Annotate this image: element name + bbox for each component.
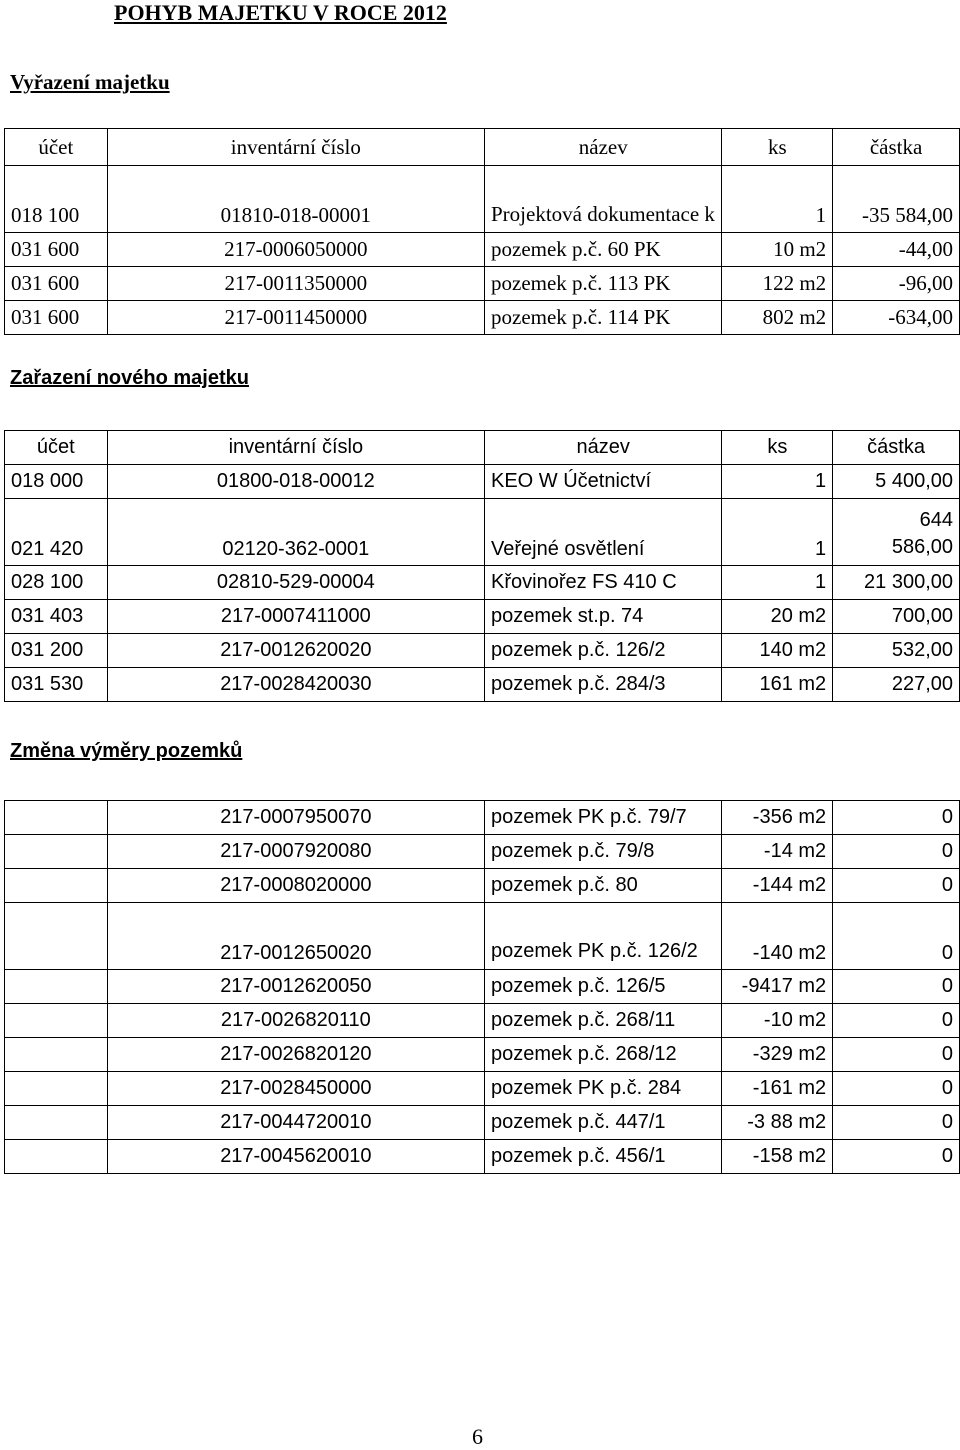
cell-inventarni-cislo: 217-0012650020 [107, 903, 484, 970]
table-row [5, 600, 960, 634]
table-row [5, 1038, 960, 1072]
cell-castka: 0 [833, 1038, 960, 1072]
header-castka: částka [833, 431, 960, 465]
table-row [5, 801, 960, 835]
cell-nazev: pozemek p.č. 126/5 [485, 970, 722, 1004]
cell-ucet [5, 835, 108, 869]
table-row [5, 465, 960, 499]
cell-castka: -35 584,00 [833, 166, 960, 233]
section-title-vyrazeni: Vyřazení majetku [10, 70, 170, 94]
cell-ucet: 031 530 [5, 668, 108, 702]
table-row [5, 233, 960, 267]
cell-ks: 802 m2 [722, 301, 833, 335]
cell-castka: 0 [833, 869, 960, 903]
zmena-table [4, 800, 960, 1174]
cell-inventarni-cislo: 02120-362-0001 [107, 499, 484, 566]
header-inventarni-cislo: inventární číslo [107, 431, 484, 465]
cell-castka: 0 [833, 835, 960, 869]
cell-ks: 122 m2 [722, 267, 833, 301]
cell-ucet [5, 869, 108, 903]
cell-ucet: 018 000 [5, 465, 108, 499]
cell-inventarni-cislo: 217-0012620050 [107, 970, 484, 1004]
table-row [5, 267, 960, 301]
cell-castka: 21 300,00 [833, 566, 960, 600]
cell-ucet: 031 600 [5, 267, 108, 301]
cell-inventarni-cislo: 217-0012620020 [107, 634, 484, 668]
cell-nazev: Křovinořez FS 410 C [485, 566, 722, 600]
table-header-row [5, 129, 960, 166]
table-row [5, 166, 960, 233]
cell-castka: -634,00 [833, 301, 960, 335]
cell-nazev: pozemek p.č. 447/1 [485, 1106, 722, 1140]
cell-ks: 10 m2 [722, 233, 833, 267]
cell-ucet: 031 200 [5, 634, 108, 668]
header-inventarni-cislo: inventární číslo [107, 129, 484, 166]
cell-castka: 0 [833, 1140, 960, 1174]
cell-ks: 20 m2 [722, 600, 833, 634]
table-row [5, 835, 960, 869]
cell-nazev: pozemek p.č. 268/11 [485, 1004, 722, 1038]
header-castka: částka [833, 129, 960, 166]
cell-ks: 1 [722, 465, 833, 499]
cell-nazev: pozemek p.č. 126/2 [485, 634, 722, 668]
cell-castka: -96,00 [833, 267, 960, 301]
cell-inventarni-cislo: 217-0026820110 [107, 1004, 484, 1038]
table-row [5, 566, 960, 600]
cell-castka: 700,00 [833, 600, 960, 634]
cell-ucet: 021 420 [5, 499, 108, 566]
cell-ks: -161 m2 [722, 1072, 833, 1106]
table-header-row [5, 431, 960, 465]
cell-ks: -140 m2 [722, 903, 833, 970]
cell-ks: -14 m2 [722, 835, 833, 869]
cell-castka: -44,00 [833, 233, 960, 267]
zarazeni-table [4, 430, 960, 702]
cell-ks: -158 m2 [722, 1140, 833, 1174]
cell-nazev: pozemek st.p. 74 [485, 600, 722, 634]
table-row [5, 970, 960, 1004]
cell-ks: -356 m2 [722, 801, 833, 835]
table-row [5, 1106, 960, 1140]
cell-castka: 532,00 [833, 634, 960, 668]
section-title-zarazeni: Zařazení nového majetku [10, 367, 249, 389]
cell-inventarni-cislo: 217-0008020000 [107, 869, 484, 903]
cell-castka: 0 [833, 1004, 960, 1038]
cell-ucet [5, 1004, 108, 1038]
cell-inventarni-cislo: 217-0028450000 [107, 1072, 484, 1106]
vyrazeni-table [4, 128, 960, 335]
table-row [5, 1004, 960, 1038]
cell-nazev: Projektová dokumentace k [485, 166, 722, 233]
cell-inventarni-cislo: 01810-018-00001 [107, 166, 484, 233]
cell-nazev: Veřejné osvětlení [485, 499, 722, 566]
cell-inventarni-cislo: 217-0011350000 [107, 267, 484, 301]
cell-ks: 1 [722, 166, 833, 233]
cell-ks: -3 88 m2 [722, 1106, 833, 1140]
table-row [5, 301, 960, 335]
cell-ks: -10 m2 [722, 1004, 833, 1038]
header-nazev: název [485, 431, 722, 465]
cell-castka: 644 586,00 [833, 499, 960, 566]
section-title-zmena: Změna výměry pozemků [10, 740, 243, 762]
cell-ucet [5, 801, 108, 835]
cell-castka: 227,00 [833, 668, 960, 702]
cell-nazev: pozemek p.č. 268/12 [485, 1038, 722, 1072]
cell-nazev: pozemek p.č. 456/1 [485, 1140, 722, 1174]
cell-castka: 0 [833, 1106, 960, 1140]
cell-inventarni-cislo: 217-0007920080 [107, 835, 484, 869]
cell-ks: 161 m2 [722, 668, 833, 702]
table-row [5, 499, 960, 566]
header-ks: ks [722, 431, 833, 465]
cell-nazev: pozemek p.č. 80 [485, 869, 722, 903]
cell-ks: -329 m2 [722, 1038, 833, 1072]
header-nazev: název [485, 129, 722, 166]
header-ucet: účet [5, 129, 108, 166]
cell-nazev: pozemek PK p.č. 79/7 [485, 801, 722, 835]
cell-nazev: pozemek p.č. 114 PK [485, 301, 722, 335]
cell-nazev: pozemek PK p.č. 126/2 [485, 903, 722, 970]
cell-ucet [5, 1038, 108, 1072]
page-title: POHYB MAJETKU V ROCE 2012 [114, 0, 447, 25]
cell-ucet [5, 1072, 108, 1106]
table-row [5, 869, 960, 903]
cell-ks: 1 [722, 566, 833, 600]
cell-castka: 5 400,00 [833, 465, 960, 499]
cell-ucet [5, 903, 108, 970]
cell-ucet: 031 600 [5, 233, 108, 267]
cell-inventarni-cislo: 217-0007950070 [107, 801, 484, 835]
table-row [5, 1140, 960, 1174]
cell-ucet [5, 970, 108, 1004]
cell-ks: 140 m2 [722, 634, 833, 668]
cell-nazev: pozemek PK p.č. 284 [485, 1072, 722, 1106]
cell-inventarni-cislo: 217-0028420030 [107, 668, 484, 702]
cell-ucet: 028 100 [5, 566, 108, 600]
cell-castka: 0 [833, 903, 960, 970]
header-ucet: účet [5, 431, 108, 465]
table-row [5, 1072, 960, 1106]
cell-ucet [5, 1140, 108, 1174]
cell-nazev: pozemek p.č. 79/8 [485, 835, 722, 869]
cell-nazev: pozemek p.č. 284/3 [485, 668, 722, 702]
cell-ks: -9417 m2 [722, 970, 833, 1004]
cell-castka: 0 [833, 801, 960, 835]
cell-inventarni-cislo: 02810-529-00004 [107, 566, 484, 600]
cell-ucet: 031 600 [5, 301, 108, 335]
cell-castka: 0 [833, 970, 960, 1004]
cell-inventarni-cislo: 217-0044720010 [107, 1106, 484, 1140]
cell-inventarni-cislo: 217-0007411000 [107, 600, 484, 634]
cell-ucet [5, 1106, 108, 1140]
cell-ucet: 031 403 [5, 600, 108, 634]
cell-inventarni-cislo: 01800-018-00012 [107, 465, 484, 499]
page-number: 6 [472, 1424, 483, 1449]
header-ks: ks [722, 129, 833, 166]
cell-nazev: pozemek p.č. 60 PK [485, 233, 722, 267]
cell-inventarni-cislo: 217-0011450000 [107, 301, 484, 335]
cell-nazev: pozemek p.č. 113 PK [485, 267, 722, 301]
cell-ks: 1 [722, 499, 833, 566]
cell-castka: 0 [833, 1072, 960, 1106]
cell-inventarni-cislo: 217-0006050000 [107, 233, 484, 267]
cell-ks: -144 m2 [722, 869, 833, 903]
table-row [5, 634, 960, 668]
cell-inventarni-cislo: 217-0045620010 [107, 1140, 484, 1174]
cell-inventarni-cislo: 217-0026820120 [107, 1038, 484, 1072]
table-row [5, 903, 960, 970]
table-row [5, 668, 960, 702]
cell-nazev: KEO W Účetnictví [485, 465, 722, 499]
cell-ucet: 018 100 [5, 166, 108, 233]
